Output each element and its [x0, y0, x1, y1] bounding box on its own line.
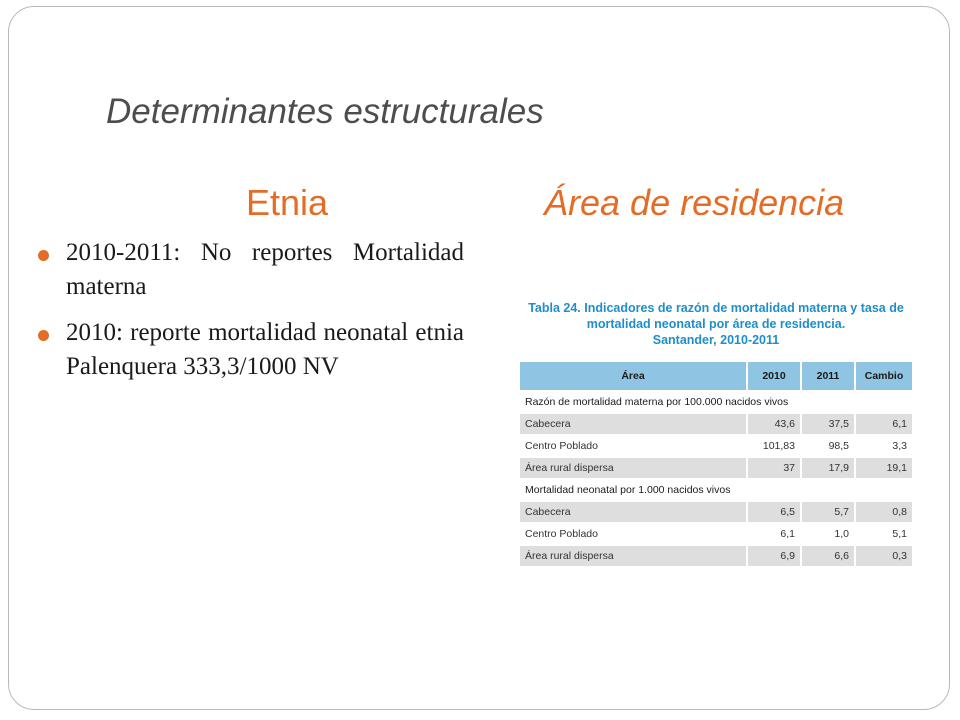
- mortality-table-figure: [520, 300, 912, 568]
- bullet-text: 2010-2011: No reportes Mortalidad materna: [66, 239, 464, 300]
- cell-2010: 43,6: [748, 414, 802, 434]
- table-caption: [520, 300, 912, 348]
- cell-cambio: 3,3: [856, 436, 912, 456]
- table-row: [520, 524, 912, 544]
- cell-2010: 6,1: [748, 524, 802, 544]
- table-row: [520, 546, 912, 566]
- bullet-text: 2010: reporte mortalidad neonatal etnia Palenquera 333,3/1000 NV: [66, 319, 464, 380]
- table-header-row: [520, 362, 912, 390]
- table-row: [520, 502, 912, 522]
- cell-2011: 37,5: [802, 414, 856, 434]
- cell-2010: 101,83: [748, 436, 802, 456]
- area-residencia-heading: Área de residencia: [544, 182, 845, 223]
- etnia-heading: Etnia: [246, 182, 329, 223]
- cell-area: Área rural dispersa: [520, 546, 748, 566]
- column-header-cambio: Cambio: [856, 362, 912, 390]
- cell-area: Centro Poblado: [520, 524, 748, 544]
- bullet-item: [36, 316, 464, 384]
- slide-title: Determinantes estructurales: [106, 92, 544, 131]
- bullet-dot-icon: [38, 330, 49, 341]
- cell-cambio: 5,1: [856, 524, 912, 544]
- column-header-2010: 2010: [748, 362, 802, 390]
- section-label-materna: Razón de mortalidad materna por 100.000 nacidos vivos: [520, 392, 912, 412]
- cell-2010: 6,9: [748, 546, 802, 566]
- mortality-table: [520, 360, 912, 568]
- table-caption-line: Tabla 24. Indicadores de razón de mortalidad materna y tasa de: [528, 301, 904, 315]
- cell-2010: 37: [748, 458, 802, 478]
- table-section-row: [520, 480, 912, 500]
- cell-cambio: 6,1: [856, 414, 912, 434]
- bullet-item: [36, 236, 464, 304]
- cell-2011: 1,0: [802, 524, 856, 544]
- section-label-neonatal: Mortalidad neonatal por 1.000 nacidos vivos: [520, 480, 912, 500]
- table-caption-line: mortalidad neonatal por área de residencia.: [586, 317, 846, 331]
- column-header-area: Área: [520, 362, 748, 390]
- table-row: [520, 458, 912, 478]
- cell-area: Cabecera: [520, 414, 748, 434]
- bullet-dot-icon: [38, 250, 49, 261]
- cell-area: Centro Poblado: [520, 436, 748, 456]
- cell-2011: 98,5: [802, 436, 856, 456]
- table-row: [520, 436, 912, 456]
- cell-cambio: 19,1: [856, 458, 912, 478]
- cell-area: Cabecera: [520, 502, 748, 522]
- table-caption-line: Santander, 2010-2011: [652, 333, 780, 347]
- cell-2010: 6,5: [748, 502, 802, 522]
- cell-area: Área rural dispersa: [520, 458, 748, 478]
- cell-2011: 5,7: [802, 502, 856, 522]
- column-header-2011: 2011: [802, 362, 856, 390]
- bullet-list: [36, 236, 464, 396]
- cell-cambio: 0,3: [856, 546, 912, 566]
- cell-2011: 6,6: [802, 546, 856, 566]
- table-row: [520, 414, 912, 434]
- cell-2011: 17,9: [802, 458, 856, 478]
- cell-cambio: 0,8: [856, 502, 912, 522]
- table-section-row: [520, 392, 912, 412]
